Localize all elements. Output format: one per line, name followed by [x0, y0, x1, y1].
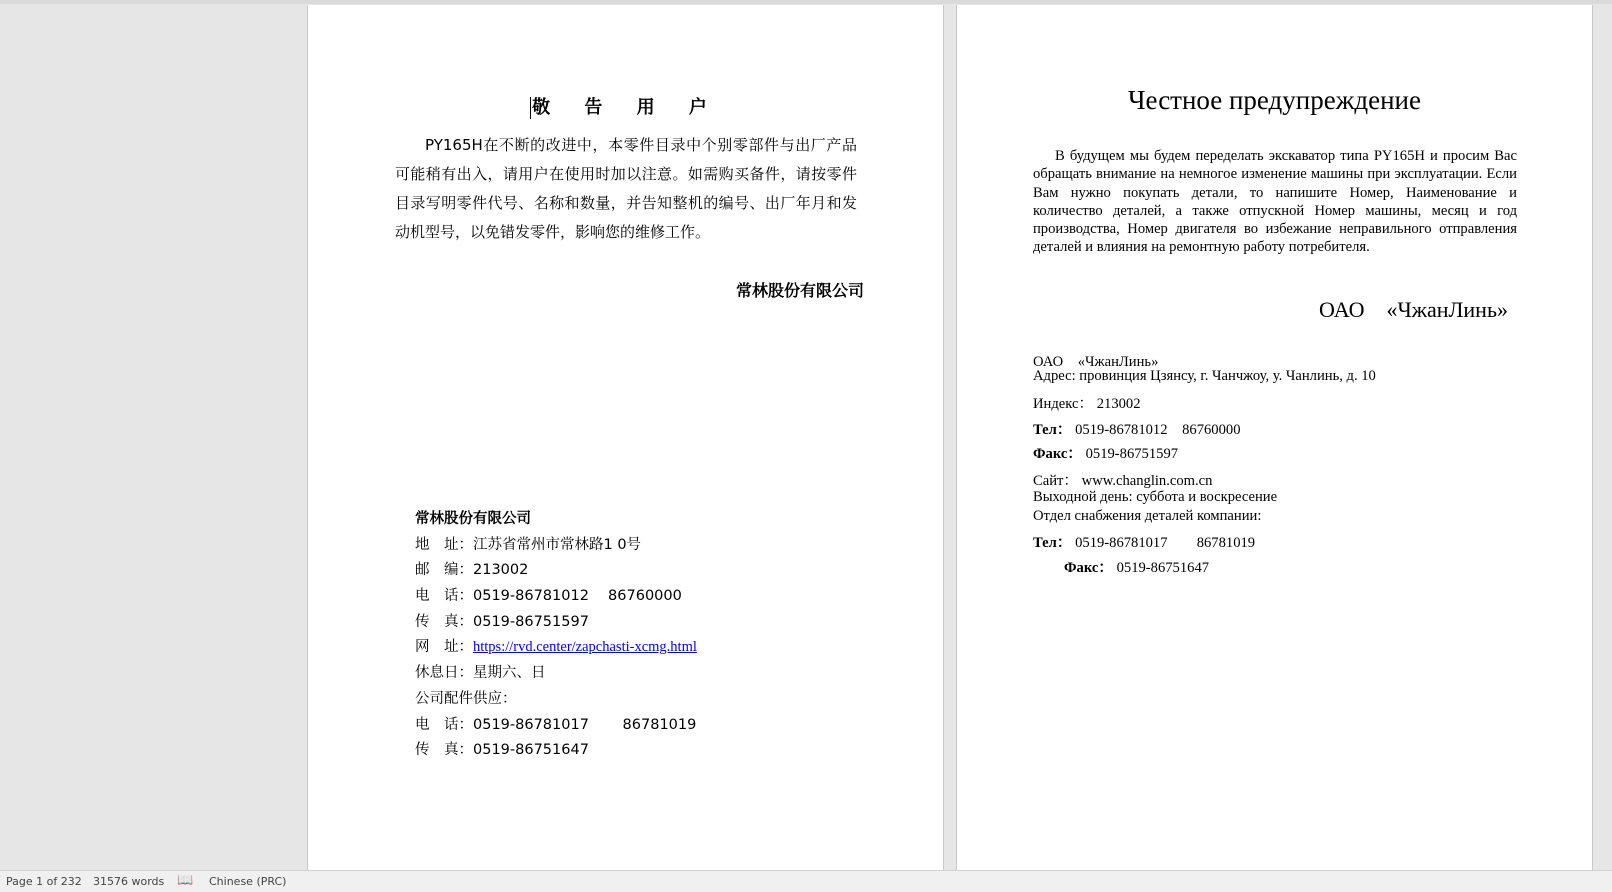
parts-fax-line: Факс： 0519-86751647: [1064, 560, 1210, 576]
weekend-line: Выходной день: суббота и воскресение: [1033, 489, 1278, 505]
web-line: 网 址：https://rvd.center/zapchasti-xcmg.html: [415, 639, 697, 656]
page-title: 敬 告 用 户: [532, 97, 721, 118]
language-indicator[interactable]: Chinese (PRC): [209, 875, 287, 888]
status-bar: [0, 870, 1612, 892]
page-count[interactable]: Page 1 of 232: [6, 875, 82, 888]
rest-day-line: 休息日：星期六、日: [415, 665, 546, 682]
proofing-book-icon[interactable]: 📖: [177, 873, 194, 888]
website-link[interactable]: https://rvd.center/zapchasti-xcmg.html: [473, 639, 697, 656]
notice-paragraph: В будущем мы будем переделать экскаватор типа PY165H и просим Вас обращать внимание на немногое изменение машины при эксплуатации. Если Вам нужно покупать детали, то напишите Номер, Наименование и количество деталей, а также отпускной Номер машины, месяц и год производства, Номер двигателя во избежание неправильного отправления деталей и влияния на ремонтную работу потребителя.: [1033, 148, 1517, 256]
signature: ОАО «ЧжанЛинь»: [1318, 297, 1508, 322]
word-count[interactable]: 31576 words: [93, 875, 165, 888]
contact-block: [415, 509, 697, 766]
fax-line: 传 真：0519-86751597: [415, 613, 589, 630]
parts-supply-label: 公司配件供应：: [415, 690, 517, 707]
ruler-strip: [0, 0, 1612, 4]
tel-line: Тел： 0519-86781012 86760000: [1033, 422, 1241, 438]
notice-paragraph: PY165H在不断的改进中，本零件目录中个别零部件与出厂产品可能稍有出入，请用户在使用时加以注意。如需购买备件，请按零件目录写明零件代号、名称和数量，并告知整机的编号、出厂年月和发动机型号，以免错发零件，影响您的维修工作。: [395, 136, 857, 241]
text-cursor: [530, 97, 531, 119]
parts-phone-line: 电 话：0519-86781017 86781019: [415, 716, 697, 733]
document-page-2[interactable]: [956, 5, 1593, 870]
page-title: Честное предупреждение: [1127, 85, 1421, 115]
signature: 常林股份有限公司: [735, 281, 864, 300]
address-line: 地 址：江苏省常州市常林路1 0号: [415, 536, 642, 553]
document-page-1[interactable]: [307, 5, 944, 870]
address-line: Адрес: провинция Цзянсу, г. Чанчжоу, у. Чанлинь, д. 10: [1033, 368, 1376, 384]
site-line: Сайт： www.changlin.com.cn: [1033, 473, 1213, 489]
postcode-line: 邮 编：213002: [415, 562, 529, 579]
index-line: Индекс： 213002: [1033, 396, 1141, 412]
company-name: ОАО «ЧжанЛинь»: [1033, 354, 1159, 370]
phone-line: 电 话：0519-86781012 86760000: [415, 588, 682, 605]
company-name: 常林股份有限公司: [415, 511, 531, 527]
parts-tel-line: Тел： 0519-86781017 86781019: [1033, 535, 1256, 551]
parts-fax-line: 传 真：0519-86751647: [415, 742, 589, 759]
fax-line: Факс： 0519-86751597: [1033, 446, 1179, 462]
parts-dept-line: Отдел снабжения деталей компании:: [1033, 508, 1262, 524]
